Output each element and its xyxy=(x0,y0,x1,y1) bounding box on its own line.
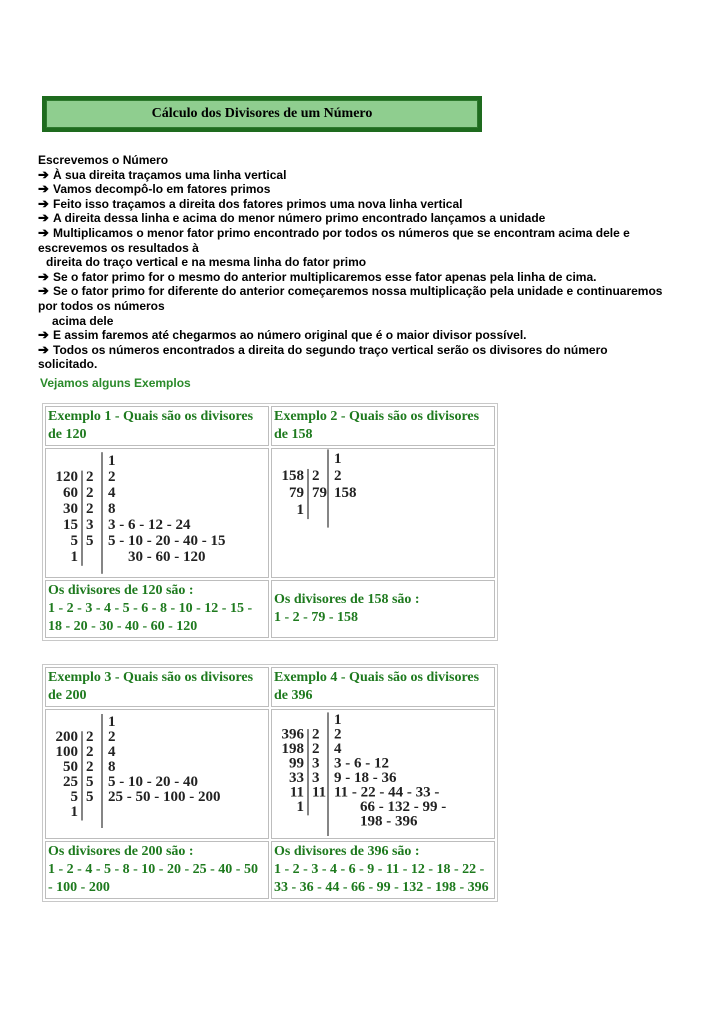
prime-factor: 5 xyxy=(86,533,94,549)
number-value: 158 xyxy=(281,468,304,484)
divisor-row: 2 xyxy=(108,469,116,485)
number-value: 200 xyxy=(55,729,78,745)
arrow-icon: ➔ xyxy=(38,341,49,357)
number-value: 120 xyxy=(55,469,78,485)
intro-line: Se o fator primo for diferente do anterior começaremos nossa multiplicação pela unidade e continuaremos xyxy=(53,284,663,299)
divisor-row: 1 xyxy=(108,453,116,469)
divisor-row: 1 xyxy=(334,451,342,467)
example-result xyxy=(45,580,269,638)
divisor-row: 30 - 60 - 120 xyxy=(128,549,206,565)
intro-line: Escrevemos o Número xyxy=(38,153,169,167)
examples-heading: Vejamos alguns Exemplos xyxy=(40,376,191,390)
intro-line: Vamos decompô-lo em fatores primos xyxy=(53,182,271,197)
prime-factor: 2 xyxy=(86,729,94,745)
example-4-decomposition xyxy=(271,709,495,839)
number-value: 396 xyxy=(281,726,304,743)
arrow-icon: ➔ xyxy=(38,283,49,299)
prime-factor: 2 xyxy=(86,469,94,485)
intro-line: solicitado. xyxy=(38,357,98,372)
divisor-row: 4 xyxy=(108,485,116,501)
number-value: 1 xyxy=(296,799,304,815)
result-values: 1 - 2 - 3 - 4 - 5 - 6 - 8 - 10 - 12 - 15 - 18 - 20 - 30 - 40 - 60 - 120 xyxy=(48,601,253,634)
title-banner xyxy=(42,96,482,132)
example-result xyxy=(271,841,495,899)
result-values: 1 - 2 - 79 - 158 xyxy=(274,610,358,625)
intro-text xyxy=(38,153,688,372)
prime-factor: 11 xyxy=(312,784,327,801)
intro-line: Se o fator primo for o mesmo do anterior multiplicaremos esse fator apenas pela linha de cima. xyxy=(53,269,597,284)
divisor-row: 1 xyxy=(334,712,342,728)
arrow-icon: ➔ xyxy=(38,210,49,226)
number-value: 1 xyxy=(70,804,78,820)
arrow-icon: ➔ xyxy=(38,181,49,197)
result-label: Os divisores de 396 são : xyxy=(274,844,420,859)
number-value: 50 xyxy=(63,759,78,775)
arrow-icon: ➔ xyxy=(38,224,49,240)
prime-factor: 5 xyxy=(86,789,94,805)
example-header: Exemplo 3 - Quais são os divisores de 200 xyxy=(45,667,269,707)
divisor-row: 25 - 50 - 100 - 200 xyxy=(108,789,221,805)
number-value: 79 xyxy=(289,485,304,501)
divisor-row: 1 xyxy=(108,714,116,730)
prime-factor: 2 xyxy=(312,726,320,743)
intro-line: Todos os números encontrados a direita do segundo traço vertical serão os divisores do número xyxy=(53,342,608,357)
result-values: 1 - 2 - 3 - 4 - 6 - 9 - 11 - 12 - 18 - 22 - 33 - 36 - 44 - 66 - 99 - 132 - 198 - 396 xyxy=(274,862,489,895)
prime-factor: 2 xyxy=(312,741,320,757)
divisor-row: 8 xyxy=(108,501,116,517)
intro-line: E assim faremos até chegarmos ao número original que é o maior divisor possível. xyxy=(53,328,527,343)
prime-factor: 2 xyxy=(86,501,94,517)
arrow-icon: ➔ xyxy=(38,195,49,211)
number-value: 11 xyxy=(289,784,304,801)
intro-line: Feito isso traçamos a direita dos fatores primos uma nova linha vertical xyxy=(53,196,463,211)
example-header: Exemplo 2 - Quais são os divisores de 158 xyxy=(271,406,495,446)
number-value: 5 xyxy=(70,789,78,805)
prime-factor: 3 xyxy=(312,755,320,772)
example-3-decomposition xyxy=(45,709,269,839)
number-value: 198 xyxy=(281,741,304,757)
page-title: Cálculo dos Divisores de um Número xyxy=(46,100,478,128)
result-label: Os divisores de 158 são : xyxy=(274,592,420,607)
result-values: 1 - 2 - 4 - 5 - 8 - 10 - 20 - 25 - 40 - 50 - 100 - 200 xyxy=(48,862,258,895)
arrow-icon: ➔ xyxy=(38,166,49,182)
divisor-row: 8 xyxy=(108,759,116,775)
divisor-row: 4 xyxy=(108,744,116,760)
example-2-decomposition xyxy=(271,448,495,578)
divisor-row: 11 - 22 - 44 - 33 - xyxy=(334,784,440,801)
example-result xyxy=(45,841,269,899)
prime-factor: 2 xyxy=(312,468,320,484)
divisor-row: 3 - 6 - 12 xyxy=(334,755,389,772)
examples-table-2 xyxy=(42,664,498,902)
prime-factor: 5 xyxy=(86,774,94,790)
intro-line: direita do traço vertical e na mesma linha do fator primo xyxy=(46,255,367,270)
divisor-row: 9 - 18 - 36 xyxy=(334,770,397,786)
divisor-row: 2 xyxy=(108,729,116,745)
divisor-row: 3 - 6 - 12 - 24 xyxy=(108,517,191,533)
result-label: Os divisores de 200 são : xyxy=(48,844,194,859)
example-result xyxy=(271,580,495,638)
number-value: 1 xyxy=(296,502,304,518)
number-value: 5 xyxy=(70,533,78,549)
intro-line: À sua direita traçamos uma linha vertical xyxy=(53,167,287,182)
divisor-row: 2 xyxy=(334,468,342,484)
number-value: 100 xyxy=(55,744,78,760)
divisor-row: 198 - 396 xyxy=(360,813,418,830)
divisor-row: 5 - 10 - 20 - 40 xyxy=(108,774,198,790)
divisor-row: 2 xyxy=(334,726,342,743)
intro-line: por todos os números xyxy=(38,298,165,313)
number-value: 25 xyxy=(63,774,78,790)
example-header: Exemplo 4 - Quais são os divisores de 396 xyxy=(271,667,495,707)
arrow-icon: ➔ xyxy=(38,268,49,284)
number-value: 30 xyxy=(63,501,78,517)
divisor-row: 158 xyxy=(334,485,357,501)
prime-factor: 3 xyxy=(86,517,94,533)
examples-table-1 xyxy=(42,403,498,641)
arrow-icon: ➔ xyxy=(38,327,49,343)
number-value: 60 xyxy=(63,485,78,501)
divisor-row: 4 xyxy=(334,741,342,757)
prime-factor: 2 xyxy=(86,485,94,501)
prime-factor: 79 xyxy=(312,485,327,501)
number-value: 33 xyxy=(289,770,304,786)
example-1-decomposition xyxy=(45,448,269,578)
divisor-row: 66 - 132 - 99 - xyxy=(360,799,447,815)
divisor-row: 5 - 10 - 20 - 40 - 15 xyxy=(108,533,226,549)
number-value: 1 xyxy=(70,549,78,565)
number-value: 99 xyxy=(289,755,304,772)
number-value: 15 xyxy=(63,517,78,533)
example-header: Exemplo 1 - Quais são os divisores de 120 xyxy=(45,406,269,446)
prime-factor: 3 xyxy=(312,770,320,786)
intro-line: escrevemos os resultados à xyxy=(38,240,199,255)
intro-line: acima dele xyxy=(52,313,114,328)
intro-line: Multiplicamos o menor fator primo encontrado por todos os números que se encontram acima dele e xyxy=(53,225,630,240)
result-label: Os divisores de 120 são : xyxy=(48,583,194,598)
prime-factor: 2 xyxy=(86,744,94,760)
prime-factor: 2 xyxy=(86,759,94,775)
intro-line: A direita dessa linha e acima do menor número primo encontrado lançamos a unidade xyxy=(53,211,546,226)
